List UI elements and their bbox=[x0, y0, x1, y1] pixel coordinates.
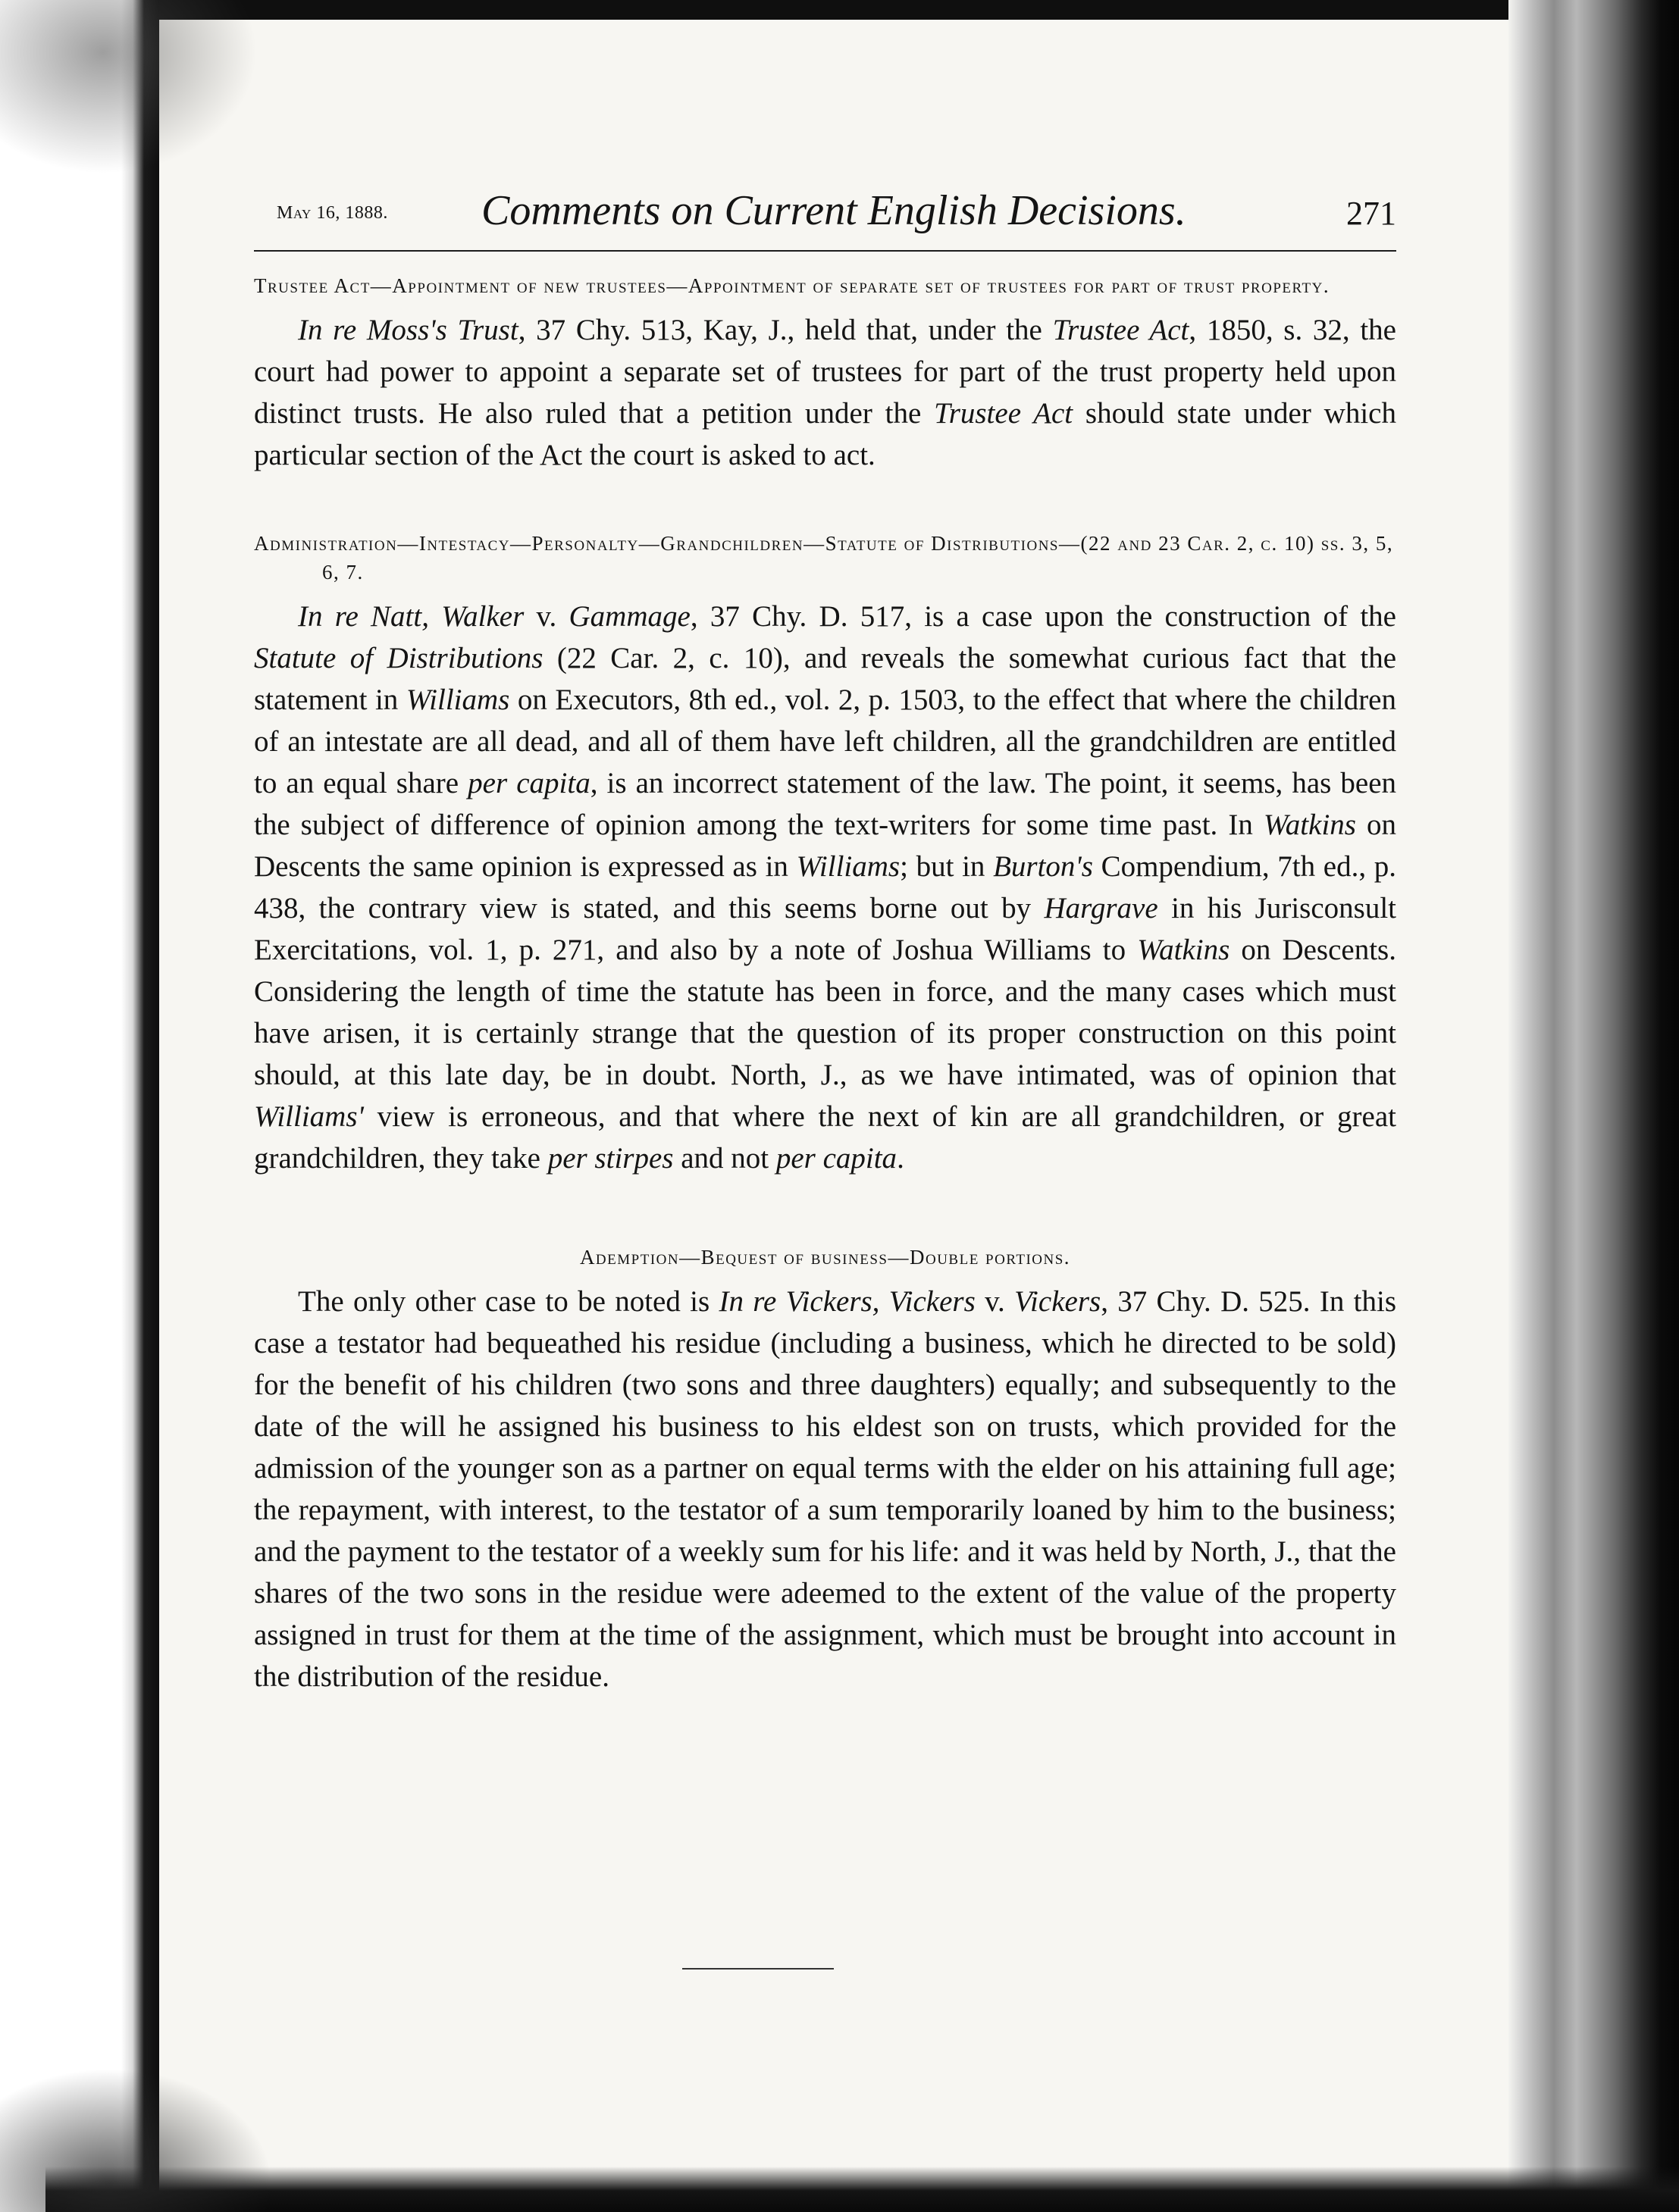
text-run: on Executors, 8th ed., vol. 2, p. 1503, to the effect that where the children of an intestate are all dead, and all of them have left children, all the grandchildren are entitled to an equal share bbox=[254, 684, 1396, 799]
text-run: (22 Car. 2, c. 10), and reveals the somewhat curious fact that the statement in bbox=[254, 642, 1397, 716]
text-run: , 37 Chy. D. 525. In this case a testator had bequeathed his residue (including a business, which he directed to be sold) for the benefit of his children (two sons and three daughters) equally; and subsequently to the date of the will he assigned his business to his eldest son on trusts, which provided for the admission of the younger son as a partner on equal terms with the elder on his attaining full age; the repayment, with interest, to the testator of a sum temporarily loaned by him to the business; and the payment to the testator of a weekly sum for his life: and it was held by North, J., that the shares of the two sons in the residue were adeemed to the extent of the value of the property assigned in trust for them at the time of the assignment, which must be brought into account in the distribution of the residue. bbox=[254, 1285, 1397, 1693]
italic-run: Watkins bbox=[1137, 934, 1230, 966]
section-heading-administration: Administration—Intestacy—Personalty—Grandchildren—Statute of Distributions—(22 and 23 Car. 2, c. 10) ss. 3, 5, 6, 7. bbox=[254, 532, 1394, 584]
text-run: in his Jurisconsult Exercitations, vol. 1, p. 271, and also by a note of Joshua Williams to bbox=[254, 892, 1396, 966]
text-run: v. bbox=[975, 1285, 1015, 1318]
section-body-trustee-act bbox=[254, 309, 1396, 476]
scan-shadow-top-left bbox=[0, 0, 258, 174]
document-page bbox=[254, 182, 1396, 1697]
text-run: , 37 Chy. D. 517, is a case upon the construction of the bbox=[690, 600, 1396, 633]
section-heading-trustee-act: Trustee Act—Appointment of new trustees—Appointment of separate set of trustees for part of trust property. bbox=[254, 274, 1330, 297]
scan-border-bottom bbox=[45, 2167, 1679, 2212]
italic-run: Trustee Act bbox=[1052, 314, 1189, 346]
section-body-administration bbox=[254, 596, 1396, 1179]
italic-run: Williams bbox=[406, 684, 510, 716]
italic-run: Burton's bbox=[993, 850, 1093, 883]
text-run: , 37 Chy. 513, Kay, J., held that, under the bbox=[518, 314, 1053, 346]
italic-run: In re Moss's Trust bbox=[298, 314, 518, 346]
scan-border-right bbox=[1508, 0, 1679, 2212]
scan-shadow-bottom-left bbox=[0, 2068, 273, 2212]
italic-run: Williams bbox=[796, 850, 901, 883]
text-run: on Descents. Considering the length of time the statute has been in force, and the many cases which must have arisen, it is certainly strange that the question of its proper construction on this point should, at this late day, be in doubt. North, J., as we have intimated, was of opinion that bbox=[254, 934, 1396, 1091]
section-body-ademption bbox=[254, 1281, 1396, 1697]
italic-run: per stirpes bbox=[547, 1142, 674, 1175]
running-head bbox=[254, 182, 1396, 252]
italic-run: per capita bbox=[468, 767, 590, 799]
italic-run: Vickers bbox=[1014, 1285, 1101, 1318]
end-of-article-rule bbox=[682, 1968, 834, 1970]
italic-run: Trustee Act bbox=[934, 397, 1073, 430]
text-run: , is an incorrect statement of the law. The point, it seems, has been the subject of difference of opinion among the text-writers for some time past. In bbox=[254, 767, 1397, 841]
italic-run: Gammage bbox=[569, 600, 691, 633]
italic-run: Statute of Distributions bbox=[254, 642, 543, 674]
running-title: Comments on Current English Decisions. bbox=[481, 187, 1186, 234]
text-run: on Descents the same opinion is expressed as in bbox=[254, 809, 1397, 883]
text-run: . bbox=[897, 1142, 904, 1175]
italic-run: Williams' bbox=[254, 1100, 364, 1133]
section-heading-ademption: Ademption—Bequest of business—Double portions. bbox=[579, 1246, 1071, 1269]
text-run: and not bbox=[673, 1142, 776, 1175]
text-run: , 1850, s. 32, the court had power to appoint a separate set of trustees for part of the trust property held upon distinct trusts. He also ruled that a petition under the bbox=[254, 314, 1396, 430]
text-run: The only other case to be noted is bbox=[298, 1285, 719, 1318]
italic-run: In re Vickers, Vickers bbox=[719, 1285, 976, 1318]
text-run: view is erroneous, and that where the next of kin are all grandchildren, or great grandchildren, they take bbox=[254, 1100, 1396, 1175]
issue-date: May 16, 1888. bbox=[277, 203, 388, 223]
italic-run: per capita bbox=[775, 1142, 897, 1175]
page-number: 271 bbox=[1346, 195, 1396, 232]
text-run: Compendium, 7th ed., p. 438, the contrary view is stated, and this seems borne out by bbox=[254, 850, 1397, 925]
italic-run: Hargrave bbox=[1044, 892, 1158, 925]
italic-run: In re Natt, Walker bbox=[298, 600, 525, 633]
scan-border-left bbox=[0, 0, 159, 2212]
text-run: should state under which particular section of the Act the court is asked to act. bbox=[254, 397, 1396, 471]
text-run: v. bbox=[524, 600, 569, 633]
text-run: ; but in bbox=[900, 850, 994, 883]
italic-run: Watkins bbox=[1263, 809, 1356, 841]
